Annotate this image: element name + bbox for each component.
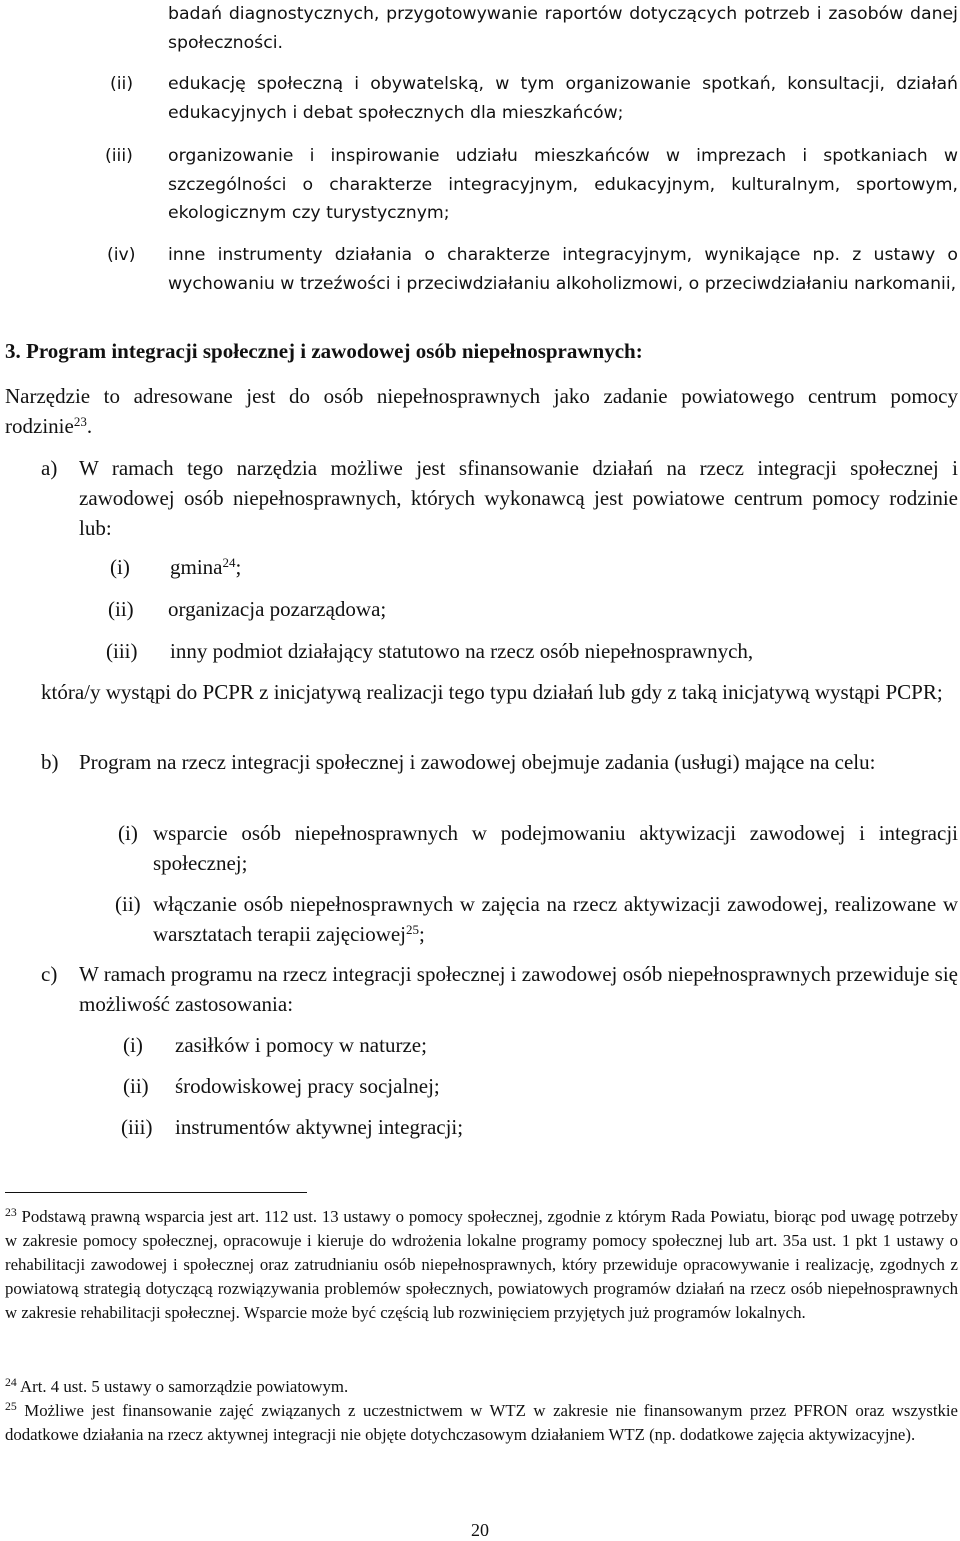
footnote-number: 24 <box>5 1376 17 1390</box>
page-number: 20 <box>471 1520 489 1540</box>
subitem-label: (ii) <box>123 1074 149 1098</box>
footnote-24 <box>5 1375 958 1399</box>
point-a-closing <box>41 677 958 707</box>
point-label: c) <box>41 962 58 986</box>
list-item-label: (iii) <box>105 146 133 166</box>
section-intro-text <box>5 381 958 441</box>
list-item-label: (ii) <box>110 74 134 94</box>
point-a <box>41 453 958 543</box>
point-b <box>41 747 958 777</box>
subitem-text <box>153 889 958 949</box>
list-item-iii <box>5 142 958 228</box>
footnote-ref: 25 <box>406 921 420 937</box>
subitem-text-main: włączanie osób niepełnosprawnych w zajęcia na rzecz aktywizacji zawodowej, realizowane w warsztatach terapii zajęciowej <box>153 892 958 946</box>
subitem-text: organizacja pozarządowa; <box>168 597 387 621</box>
list-item-iv <box>5 241 958 298</box>
point-a-subitem-iii <box>106 636 958 666</box>
point-c-subitem-i <box>123 1030 958 1060</box>
point-b-subitem-ii <box>115 889 958 949</box>
subitem-text-end: ; <box>235 555 242 579</box>
subitem-label: (i) <box>123 1033 143 1057</box>
subitem-text-main: gmina <box>170 555 223 579</box>
footnote-text <box>5 1375 958 1399</box>
footnote-25 <box>5 1399 958 1447</box>
footnote-ref: 23 <box>73 413 87 429</box>
list-item-text: inne instrumenty działania o charakterze integracyjnym, wynikające np. z ustawy o wychowaniu w trzeźwości i przeciwdziałaniu alkoholizmowi, o przeciwdziałaniu narkomanii, <box>168 245 958 294</box>
intro-end: . <box>86 414 93 438</box>
list-item-continued <box>168 0 958 57</box>
list-item-ii <box>5 70 958 127</box>
footnote-ref: 24 <box>222 554 236 570</box>
subitem-text: instrumentów aktywnej integracji; <box>175 1115 464 1139</box>
list-item-text: organizowanie i inspirowanie udziału mieszkańców w imprezach i spotkaniach w szczególności o charakterze integracyjnym, edukacyjnym, kulturalnym, sportowym, ekologicznym czy turystycznym; <box>168 146 958 223</box>
subitem-label: (i) <box>110 555 130 579</box>
subitem-label: (iii) <box>106 639 138 663</box>
list-item-text: edukację społeczną i obywatelską, w tym organizowanie spotkań, konsultacji, działań edukacyjnych i debat społecznych dla mieszkańców; <box>168 74 958 123</box>
point-text: Program na rzecz integracji społecznej i zawodowej obejmuje zadania (usługi) mające na celu: <box>79 750 876 774</box>
point-c <box>41 959 958 1019</box>
closing-text: która/y wystąpi do PCPR z inicjatywą realizacji tego typu działań lub gdy z taką inicjatywą wystąpi PCPR; <box>41 680 943 704</box>
subitem-text: środowiskowej pracy socjalnej; <box>175 1074 440 1098</box>
footnote-number: 25 <box>5 1400 17 1414</box>
subitem-label: (ii) <box>115 892 141 916</box>
footnote-body: Podstawą prawną wsparcia jest art. 112 ust. 13 ustawy o pomocy społecznej, zgodnie z którym Rada Powiatu, biorąc pod uwagę potrzeby w zakresie pomocy społecznej, opracowuje i kieruje do wdrożenia lokalne programy pomocy społecznej lub art. 35a ust. 1 pkt 1 ustawy o rehabilitacji zawodowej i społecznej oraz zatrudnianiu osób niepełnosprawnych, który przewiduje opracowywanie i realizację, zgodnych z powiatową strategią dotyczącą rozwiązywania problemów społecznych, powiatowych programów działań na rzecz osób niepełnosprawnych w zakresie rehabilitacji społecznej. Wsparcie może być częścią lub rozwinięciem przyjętych już programów lokalnych. <box>5 1207 958 1322</box>
point-label: b) <box>41 750 59 774</box>
footnote-23 <box>5 1205 958 1325</box>
list-item-text: badań diagnostycznych, przygotowywanie raportów dotyczących potrzeb i zasobów danej społeczności. <box>168 4 958 53</box>
subitem-text <box>170 552 958 582</box>
point-a-subitem-ii <box>108 594 958 624</box>
point-c-subitem-ii <box>123 1071 958 1101</box>
subitem-label: (ii) <box>108 597 134 621</box>
list-item-label: (iv) <box>107 245 136 265</box>
footnote-text <box>5 1205 958 1325</box>
subitem-text: inny podmiot działający statutowo na rzecz osób niepełnosprawnych, <box>170 639 754 663</box>
section-intro <box>5 381 958 441</box>
point-text: W ramach programu na rzecz integracji społecznej i zawodowej osób niepełnosprawnych przewiduje się możliwość zastosowania: <box>79 962 958 1016</box>
subitem-label: (iii) <box>121 1115 153 1139</box>
footnote-body: Art. 4 ust. 5 ustawy o samorządzie powiatowym. <box>20 1377 349 1396</box>
footnote-number: 23 <box>5 1206 17 1220</box>
section-heading: 3. Program integracji społecznej i zawodowej osób niepełnosprawnych: <box>5 339 643 363</box>
intro-text: Narzędzie to adresowane jest do osób niepełnosprawnych jako zadanie powiatowego centrum pomocy rodzinie <box>5 384 958 438</box>
point-b-subitem-i <box>118 818 958 878</box>
subitem-text-end: ; <box>419 922 425 946</box>
subitem-label: (i) <box>118 821 138 845</box>
point-text: W ramach tego narzędzia możliwe jest sfinansowanie działań na rzecz integracji społecznej i zawodowej osób niepełnosprawnych, których wykonawcą jest powiatowe centrum pomocy rodzinie lub: <box>79 456 958 540</box>
point-c-subitem-iii <box>121 1112 958 1142</box>
footnote-text <box>5 1399 958 1447</box>
subitem-text: wsparcie osób niepełnosprawnych w podejmowaniu aktywizacji zawodowej i integracji społecznej; <box>153 821 958 875</box>
point-a-subitem-i <box>110 552 958 582</box>
footnote-separator <box>5 1192 307 1193</box>
subitem-text: zasiłków i pomocy w naturze; <box>175 1033 427 1057</box>
point-label: a) <box>41 456 58 480</box>
footnote-body: Możliwe jest finansowanie zajęć związanych z uczestnictwem w WTZ w zakresie nie finansowanym przez PFRON oraz wszystkie dodatkowe działania na rzecz aktywnej integracji nie objęte dotychczasowym działaniem WTZ (np. dodatkowe zajęcia aktywizacyjne). <box>5 1401 958 1444</box>
